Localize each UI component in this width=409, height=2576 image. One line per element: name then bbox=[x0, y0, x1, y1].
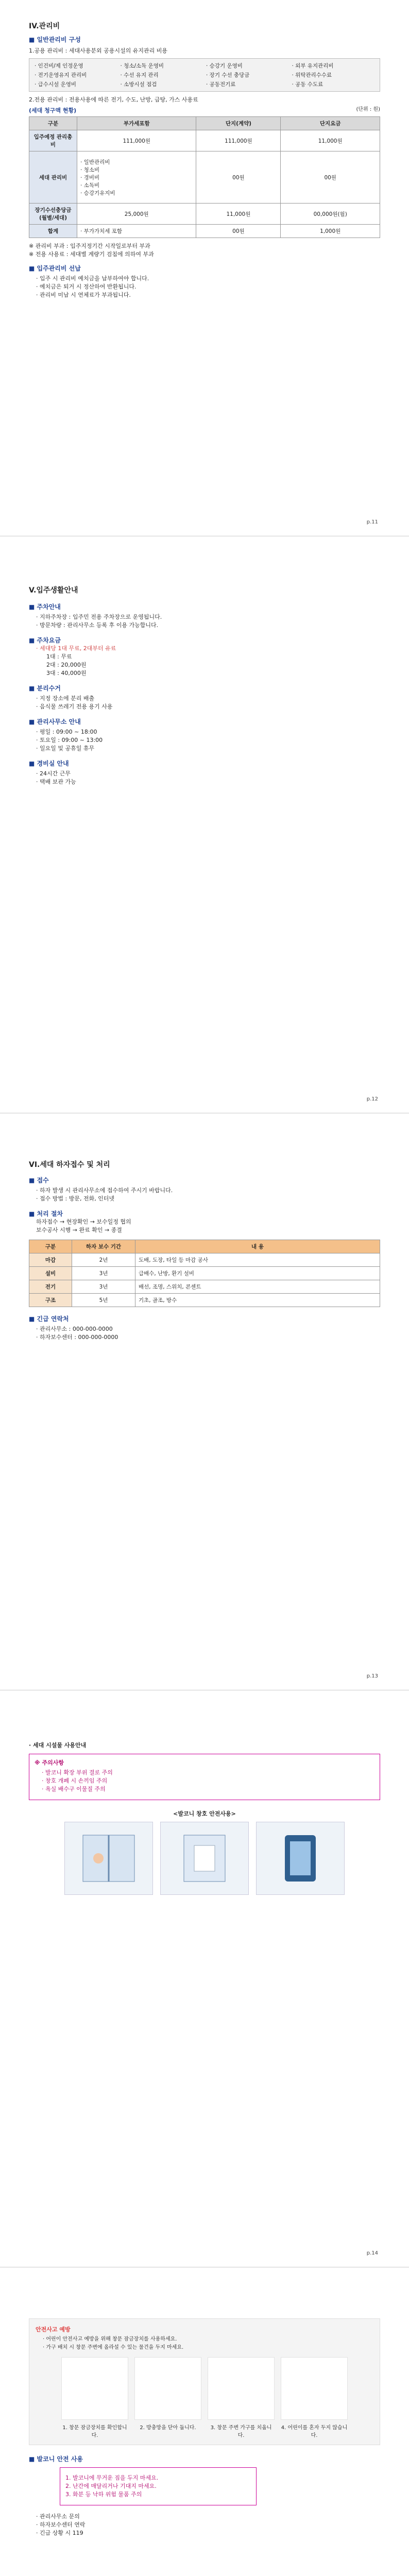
note-line: 1.공용 관리비 : 세대사용분외 공용시설의 유지관리 비용 bbox=[29, 47, 167, 54]
table-row: 마감 2년 도배, 도장, 타일 등 마감 공사 bbox=[29, 1253, 380, 1267]
warning-item: · 욕실 배수구 이물질 주의 bbox=[42, 1786, 106, 1792]
page-4 bbox=[0, 1741, 409, 1895]
list-item: · 24시간 근무 bbox=[36, 770, 71, 777]
page-number: p.14 bbox=[366, 2250, 378, 2256]
table-row: 합계 · 부가가치세 포함 00원 1,000원 bbox=[29, 225, 380, 238]
sub-heading: ■ 긴급 연락처 bbox=[29, 1315, 69, 1323]
safety-card bbox=[29, 2318, 380, 2445]
sub-heading: ■ 처리 절차 bbox=[29, 1210, 63, 1217]
list-item: · 방문차량 : 관리사무소 등록 후 이용 가능합니다. bbox=[36, 622, 159, 629]
page-5 bbox=[0, 2318, 409, 2539]
step-item: 3. 창문 주변 가구를 치웁니다. bbox=[208, 2357, 275, 2438]
sub-heading: ■ 관리사무소 안내 bbox=[29, 718, 81, 725]
list-item: · 관리사무소 : 000-000-0000 bbox=[36, 1326, 113, 1332]
sub-heading: ■ 경비실 안내 bbox=[29, 760, 69, 767]
warning-item: · 창호 개폐 시 손끼임 주의 bbox=[42, 1777, 108, 1784]
table-header: 단지(계약) bbox=[196, 117, 281, 130]
sub-heading: ■ 분리수거 bbox=[29, 685, 61, 692]
cost-item: · 공동전기료 bbox=[206, 81, 236, 88]
page-number: p.12 bbox=[366, 1096, 378, 1102]
table-row: 세대 관리비 · 일반관리비 · 청소비 · 경비비 · 소독비 · 승강기유지비 00원 00원 bbox=[29, 151, 380, 204]
table-header: 단지요금 bbox=[281, 117, 380, 130]
cost-item: · 급수시설 운영비 bbox=[35, 81, 77, 88]
table-header: 구분 bbox=[29, 117, 77, 130]
list-item: · 택배 보관 가능 bbox=[36, 778, 76, 785]
step-item: 4. 어린이를 혼자 두지 않습니다. bbox=[281, 2357, 348, 2438]
fee-line: 1대 : 무료 bbox=[46, 653, 72, 660]
card-title: 안전사고 예방 bbox=[36, 2326, 71, 2333]
table-header: 구분 bbox=[29, 1240, 72, 1253]
section-heading: · 세대 시설물 사용안내 bbox=[29, 1742, 87, 1749]
sub-heading: ■ 접수 bbox=[29, 1177, 49, 1184]
step-item: 1. 창문 잠금장치를 확인합니다. bbox=[61, 2357, 128, 2438]
step-item: 2. 방충망을 닫아 둡니다. bbox=[134, 2357, 201, 2438]
cost-item: · 장기 수선 충당금 bbox=[206, 72, 250, 78]
steps-row bbox=[36, 2357, 373, 2438]
list-item: · 예치금은 퇴거 시 정산하여 반환됩니다. bbox=[36, 283, 137, 290]
note-line: ※ 전용 사용료 : 세대별 계량기 검침에 의하여 부과 bbox=[29, 251, 154, 258]
defect-table bbox=[29, 1240, 380, 1307]
list-item: · 지정 장소에 분리 배출 bbox=[36, 695, 95, 702]
flow-line: 하자접수 → 현장확인 → 보수일정 협의 bbox=[36, 1218, 131, 1225]
fee-line: 2대 : 20,000원 bbox=[46, 662, 87, 668]
cost-item: · 외부 유지관리비 bbox=[292, 63, 334, 69]
list-item: · 음식물 쓰레기 전용 용기 사용 bbox=[36, 703, 113, 710]
table-unit: (단위 : 원) bbox=[356, 107, 380, 112]
fee-title: · 세대당 1대 무료, 2대부터 유료 bbox=[36, 645, 116, 652]
list-item: · 평일 : 09:00 ~ 18:00 bbox=[36, 728, 97, 735]
sub-heading: ■ 주차요금 bbox=[29, 637, 61, 644]
box-item: 1. 발코니에 무거운 짐을 두지 마세요. bbox=[65, 2475, 159, 2481]
cost-item: · 수선 유지 관리 bbox=[120, 72, 159, 78]
page-number: p.13 bbox=[366, 1673, 378, 1679]
sub-heading: ■ 입주관리비 선납 bbox=[29, 265, 81, 272]
illustration-caption: <발코니 창호 안전사용> bbox=[173, 1810, 236, 1817]
cost-item: · 청소/소독 운영비 bbox=[120, 63, 164, 69]
page-3 bbox=[0, 1159, 409, 1344]
note-line: 2.전용 관리비 : 전용사용에 따른 전기, 수도, 난방, 급탕, 가스 사용료 bbox=[29, 96, 198, 103]
cost-item: · 승강기 운영비 bbox=[206, 63, 243, 69]
balcony-box bbox=[60, 2467, 257, 2505]
cost-items-box bbox=[29, 58, 380, 92]
note-line: ※ 관리비 부과 : 입주지정기간 시작일로부터 부과 bbox=[29, 243, 150, 249]
sub-heading: ■ 발코니 안전 사용 bbox=[29, 2455, 83, 2463]
table-row: 전기 3년 배선, 조명, 스위치, 콘센트 bbox=[29, 1280, 380, 1294]
card-text: · 어린이 안전사고 예방을 위해 창문 잠금장치를 사용하세요. bbox=[43, 2336, 177, 2342]
cost-item: · 소방시설 점검 bbox=[120, 81, 157, 88]
fee-table bbox=[29, 116, 380, 238]
cost-item: · 위탁관리수수료 bbox=[292, 72, 332, 78]
cost-item: · 공동 수도료 bbox=[292, 81, 323, 88]
cost-item: · 인건비/제 인정운영 bbox=[35, 63, 83, 69]
list-item: · 관리비 미납 시 연체료가 부과됩니다. bbox=[36, 292, 131, 298]
warning-title: ※ 주의사항 bbox=[35, 1759, 64, 1766]
list-item: · 토요일 : 09:00 ~ 13:00 bbox=[36, 737, 103, 743]
table-row: 장기수선충당금 (월별/세대) 25,000원 11,000원 00,000원(월) bbox=[29, 204, 380, 225]
list-item: · 긴급 상황 시 119 bbox=[36, 2530, 83, 2536]
list-item: · 하자보수센터 연락 bbox=[36, 2521, 86, 2528]
warning-item: · 발코니 확장 부위 결로 주의 bbox=[42, 1769, 113, 1776]
window-illustration-3 bbox=[256, 1822, 345, 1895]
section-heading: VI.세대 하자접수 및 처리 bbox=[29, 1161, 110, 1169]
box-item: 3. 화분 등 낙하 위험 물품 주의 bbox=[65, 2491, 142, 2498]
page-1 bbox=[0, 21, 409, 301]
sub-heading: ■ 일반관리비 구성 bbox=[29, 36, 81, 43]
sub-heading: ■ 주차안내 bbox=[29, 603, 61, 611]
list-item: · 접수 방법 : 방문, 전화, 인터넷 bbox=[36, 1195, 115, 1202]
list-item: · 일요일 및 공휴일 휴무 bbox=[36, 745, 95, 752]
page-number: p.11 bbox=[366, 519, 378, 525]
list-item: · 관리사무소 문의 bbox=[36, 2513, 80, 2520]
section-heading: V.입주생활안내 bbox=[29, 586, 78, 595]
flow-line: 보수공사 시행 → 완료 확인 → 종결 bbox=[36, 1227, 122, 1233]
box-item: 2. 난간에 매달리거나 기대지 마세요. bbox=[65, 2483, 157, 2489]
window-illustration-1 bbox=[64, 1822, 153, 1895]
card-text: · 가구 배치 시 창문 주변에 올라설 수 있는 물건을 두지 마세요. bbox=[43, 2345, 184, 2350]
table-header: 부가세포함 bbox=[77, 117, 196, 130]
warning-box bbox=[29, 1754, 380, 1800]
list-item: · 하자보수센터 : 000-000-0000 bbox=[36, 1334, 118, 1341]
table-title: (세대 청구액 현황) bbox=[29, 107, 77, 114]
illustration-row bbox=[29, 1822, 380, 1895]
list-item: · 하자 발생 시 관리사무소에 접수하여 주시기 바랍니다. bbox=[36, 1187, 173, 1194]
table-row: 설비 3년 급배수, 난방, 환기 설비 bbox=[29, 1267, 380, 1280]
cost-item: · 전기운영유지 관리비 bbox=[35, 72, 87, 78]
list-item: · 입주 시 관리비 예치금을 납부하여야 합니다. bbox=[36, 275, 149, 282]
list-item: · 지하주차장 : 입주민 전용 주차장으로 운영됩니다. bbox=[36, 614, 162, 620]
table-header: 내 용 bbox=[135, 1240, 380, 1253]
page-2 bbox=[0, 585, 409, 788]
table-row: 입주예정 관리총비 111,000원 111,000원 11,000원 bbox=[29, 130, 380, 151]
window-illustration-2 bbox=[160, 1822, 249, 1895]
fee-line: 3대 : 40,000원 bbox=[46, 670, 87, 676]
table-row: 구조 5년 기초, 골조, 방수 bbox=[29, 1294, 380, 1307]
section-heading: IV.관리비 bbox=[29, 22, 60, 30]
table-header: 하자 보수 기간 bbox=[72, 1240, 135, 1253]
